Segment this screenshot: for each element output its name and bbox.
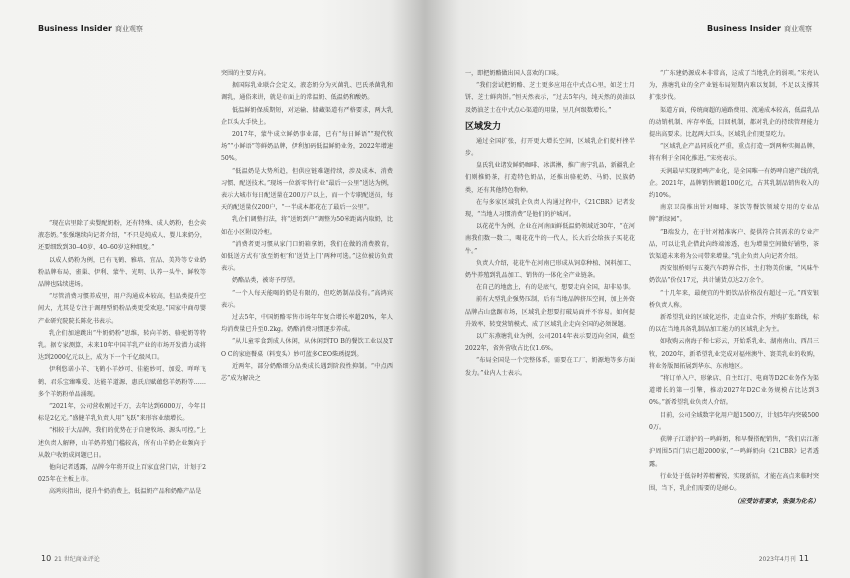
header-section: 商业观察 <box>784 25 812 33</box>
paragraph: 奶酪品类，被寄予厚望。 <box>231 277 299 285</box>
paragraph: 以成人奶粉为例，已有飞鹤、雅培、宜品、美羚等专业奶粉品牌布局，雀巢、伊利、蒙牛、光明、认养一头牛、鲜牧等品牌也陆续进场。 <box>38 256 206 289</box>
paragraph: 据国际乳业联合会定义，液态奶分为灭菌乳、巴氏杀菌乳和调乳，通俗来讲，就是市面上的常温奶、低温奶和酸奶。 <box>221 82 393 102</box>
right-column-1 <box>465 68 635 548</box>
paragraph: 渠道方面，传统商超的通路费用、流通成本较高，低温乳品的动销机制、库存率低，目回机制，都对乳企的持续管理能力提出高要求。比起两大巨头，区域乳企们更显吃力。 <box>649 106 819 139</box>
paragraph: “消费者更习惯从家门口奶箱拿奶，我们在做的消费教育，如低送方式有‘放至奶柜’和‘送货上门’两种可选。”这位被访负责表示。 <box>221 240 393 273</box>
left-page-footer <box>38 554 100 563</box>
footer-publication: 21 世纪商业评论 <box>54 556 100 563</box>
paragraph: 过去5年，中国奶酪零售市场年年复合增长率超20%，年人均消费量已升至0.2kg。奶酪消费习惯逐步养成。 <box>221 314 393 334</box>
section-heading: 区域发力 <box>465 121 502 132</box>
paragraph: 以广东燕塘乳业为例，公司2014年表示要迈向全国，截至2022年，省外营收占比仅1.6%。 <box>465 333 635 353</box>
paragraph: 通过全国扩张，打开更大增长空间，区域乳企们捉杆挫半步。 <box>465 137 635 158</box>
left-column-2 <box>221 68 393 548</box>
paragraph: 负责人介绍，花花牛在河南已形成从饲草种植、饲料加工、奶牛养殖到乳品加工、销售的一体化全产业链条。 <box>465 259 635 280</box>
right-page-header <box>707 24 812 34</box>
paragraph: “现在店里除了卖婴配奶粉，还有特殊、成人奶粉，也会卖液态奶。”张强继续向记者介绍，“不只是纯成人、婴儿来奶分，还要细致到30–40岁、40–60岁这种细度。” <box>38 220 206 252</box>
paragraph: 突围的主要方向。 <box>221 70 270 77</box>
paragraph: 如收购云南海子和七彩云，开始系乳业、湖南南山、西昌三牧，2020年，新希望乳业完成对福州澳牛、寰美乳业的收购，将业务版图拓展到华东、东南地区。 <box>649 338 819 370</box>
paragraph: 近两年，部分奶酪细分品类成长遇到阶段性抑制。“中点西芯”成为解决之 <box>221 362 393 383</box>
paragraph: 高鸿宾指出，提升牛奶消费上，低温奶产品和奶酪产品是 <box>48 488 202 496</box>
paragraph: 以花花牛为例，企业在河南面鲜低温奶领域近30年，“在河南我们数一数二，喝花花牛的一代人，长大后会给孩子买花花牛。” <box>465 223 635 255</box>
paragraph: “相较于大品牌，我们的优势在于自建牧场、源头可控。”上述负责人解释，山羊奶养殖门槛较高，所有山羊奶企业频向于从散户收奶成问题已日。 <box>38 427 206 459</box>
paragraph: 2017年，蒙牛成立鲜奶事业部，已有“每日鲜语”“现代牧场”“小鲜语”等鲜奶品牌，伊利加码低温鲜奶业务，2022年增速50%。 <box>221 131 393 163</box>
right-page-footer <box>759 554 812 563</box>
article-byline: （应受访者要求，张强为化名） <box>733 498 819 506</box>
paragraph: 一，即把奶酪做出国人喜欢的口味。 <box>465 70 563 77</box>
footer-issue-date: 2023年4月刊 <box>758 556 796 563</box>
header-brand: Business Insider <box>707 24 781 33</box>
paragraph: 西安银桥则与五菱汽车跨界合作，主打物美价廉，“风味牛奶饮品”价仅17元，共计铺货点达2万余个。 <box>649 265 819 285</box>
paragraph: “广东建奶源成本非常高，这成了当地乳企的弱项。”宋亮认为，燕塘乳业的全产业链布局短期内难以复制，不足以支撑其扩张步伐。 <box>649 70 819 102</box>
paragraph: 在自己的地盘上，有的是底气，想要走向全国，却非易事。 <box>475 284 635 292</box>
paragraph: 皇氏乳业诸发鲜奶咖啡、冰淇淋，推广南宁乳品，新疆乳企们则推奶茶，打造特色奶品，还推出骆驼奶、马奶、民族奶类，还有其他特色物种。 <box>465 162 635 194</box>
paragraph: “我们尝试把奶酪、芝士更多应用在中式点心里，如芝士月饼、芝士鲜肉饼。”恒天然表示，“过去5年内，纯天然的黄油以及奶油芝士在中式点心渠道的用量，呈几何级数增长。” <box>465 82 635 114</box>
paragraph: 新希望乳业的区域化运作，走直业合作，并购扩张路线，标的以在当地具备乳制品加工能力的区域乳企为主。 <box>649 314 819 334</box>
paragraph: 行业处于低谷时养精蓄锐，实现新招，才能在高点来临时突围，当下，乳企们需要的是耐心。 <box>649 472 819 492</box>
paragraph: 获牌子江谱护的一鸣鲜奶，和早餐搭配销售，“我们店江浙沪周围5百门店已超2000家，”一鸣鲜奶向《21CBR》记者透露。 <box>649 436 819 468</box>
paragraph: 乳企们调整打法，将“送奶到户”调整为50米距离内取奶，比如在小区附设冷柜。 <box>221 216 393 236</box>
right-column-2 <box>649 68 819 548</box>
paragraph: “从儿童零食到成人休闲，从休闲到TO B的餐饮工业以及TO C的家庭餐桌（料变头）妙可蓝多CEO柴琇提到。 <box>221 338 393 358</box>
header-brand: Business Insider <box>38 24 112 33</box>
page-number: 11 <box>798 554 809 563</box>
left-page-header <box>38 24 143 34</box>
paragraph: “2021年，公司营收刚过千万，去年达到6000万，今年目标是2亿元。”盛健羊乳负责人用“飞跃”来形容业绩增长。 <box>38 403 206 423</box>
paragraph: 天润最早实现奶啤产业化，是全国唯一有奶啤自建产线的乳企。2021年，品牌销售额超100亿元，占其乳制品销售收入的约10%。 <box>649 167 819 200</box>
paragraph: 乳企们加速跳出“牛奶奶粉”思维，转向羊奶、骆驼奶等特乳。据专家测算，未来10年中国羊乳产业的市场开发潜力或将达到2000亿元以上，成为下一个千亿级风口。 <box>38 329 206 362</box>
left-column-1 <box>38 218 206 548</box>
right-page <box>425 0 850 578</box>
paragraph: “B端发力，在于针对精准客户、提供符合其需求的专业产品，可以让乳企借此向终端渗透，也为增量空间做好铺垫，茶饮渠道未来将为公司带来增量。”乳企负责人向记者介绍。 <box>649 228 819 261</box>
header-section: 商业观察 <box>115 25 143 33</box>
page-number: 10 <box>41 554 52 563</box>
paragraph: “低温奶是大势所趋，但供应链难题持续，涉及成本、消费习惯、配送技术。”现场一位新零售行业“最后一公里”送达为例，表示大城市每日配送量在200万户以上，而一个专职配送员，每天的配送量仅200户，“一半成本都花在了最后一公里”。 <box>221 167 393 212</box>
paragraph: 南京卫岗推出针对咖啡、茶饮等餐饮领域专用的专业品牌“新绿园”。 <box>649 204 819 224</box>
paragraph: 低温鲜奶保质期短，对运输、储藏渠道有严格要求，两大乳企巨头大手快上。 <box>221 106 393 126</box>
paragraph: “尽管消费习惯养成里，用户沟通成本较高，但品类提升空间大，尤其是专注于调理型奶粉品类更受欢迎。”国家中商母婴产业研究院院长陈化书表示。 <box>38 293 206 325</box>
paragraph: “一个人每天能喝的奶是有限的，但吃奶制品没有。”高鸿宾表示。 <box>221 289 393 309</box>
paragraph: 前有大型乳企强势压制，后有当地品牌挤压空间，加上外资品牌占山盘踞市场，区域乳企想要打破局面并不容易。如何提升效率、转变营销模式、成了区域乳企走向全国的必须课题。 <box>465 296 635 328</box>
paragraph: “区域乳企产品同质化严重，重点打造一到两种实揭品牌，将有利于全国化推进。”宋亮表示。 <box>649 143 819 163</box>
paragraph: 在与多家区域乳企负责人沟通过程中，《21CBR》记者发现，“当地人习惯消费”是他们的护城河。 <box>465 198 635 219</box>
paragraph: 目前，公司全域数字化用户超1500万，计划5年内突破5000万。 <box>649 411 819 431</box>
paragraph: 伊利悠诺小羊、飞鹤小羊妙可、佳能妙可、加爱、咩咩飞鹤、君乐宝臻唯爱、达能羊道源、惠氏启赋蕴悠羊奶粉等……多个羊奶粉单品涌现。 <box>38 366 206 398</box>
paragraph: “十几年来，最便宜的牛奶饮品价格没有超过一元。”西安银桥负责人称。 <box>649 289 819 309</box>
paragraph: “将订单入户、形象店、自主红汀、电商等D2C业务作为渠道增长的第一引擎，推动2027年D2C业务规模占比达到30%。”新希望乳业负责人介绍。 <box>649 375 819 407</box>
paragraph: “布局全国是一个完整体系，需要在工厂、奶源地等多方面发力。”业内人士表示。 <box>465 357 635 377</box>
paragraph: 他向记者透露，品牌今年将开设上百家直营门店，计划于2025年在主板上市。 <box>38 464 206 484</box>
